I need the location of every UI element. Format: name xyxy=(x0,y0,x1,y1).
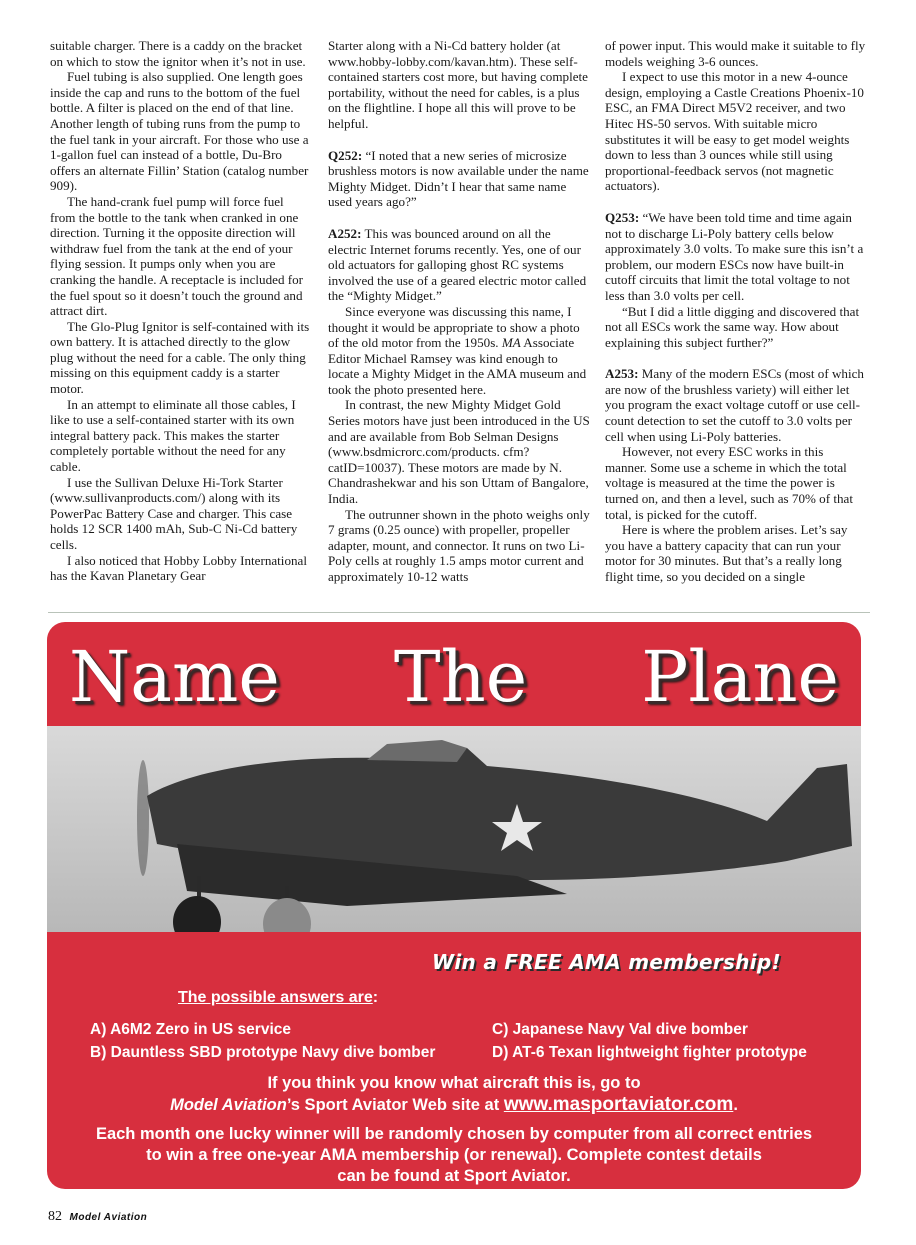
paragraph: The hand-crank fuel pump will force fuel from the bottle to the tank when cranked in one direction. Turning it the opposite direction will withdraw fuel from the tank at the end of your flying session. It pumps only when you are cranking the handle. A receptacle is included for the fuel spout so it doesn’t touch the ground and attract dirt. xyxy=(50,193,304,319)
answer-option-b: B) Dauntless SBD prototype Navy dive bomber xyxy=(90,1044,436,1061)
headline-word: Name xyxy=(69,636,280,718)
answer-option-d: D) AT-6 Texan lightweight fighter prototype xyxy=(492,1044,807,1061)
answers-title xyxy=(178,989,378,1007)
answer-252 xyxy=(328,226,590,304)
fine-print-line: Each month one lucky winner will be randomly chosen by computer from all correct entries xyxy=(95,1125,813,1143)
fine-print-line: to win a free one-year AMA membership (or renewal). Complete contest details xyxy=(146,1146,762,1164)
answer-option-c: C) Japanese Navy Val dive bomber xyxy=(492,1021,748,1038)
instructions-text: ’s Sport Aviator Web site at xyxy=(286,1096,504,1114)
paragraph: The Glo-Plug Ignitor is self-contained with its own battery. It is attached directly to the glow plug without the need for a cable. The only thing missing on this equipment caddy is a starter motor. xyxy=(50,318,310,397)
paragraph-text: Associate Editor Michael Ramsey was kind enough to locate a Mighty Midget in the AMA museum and took the photo presented here. xyxy=(328,335,587,397)
contest-instructions xyxy=(47,1072,861,1116)
answer-text: Many of the modern ESCs (most of which are now of the brushless variety) will either let you program the exact voltage cutoff or use cell-count detection to set the cutoff to 3.0 volts per cell when using Li-Poly batteries. xyxy=(605,366,864,444)
aircraft-photo xyxy=(47,726,861,932)
instructions-line: If you think you know what aircraft this is, go to xyxy=(267,1074,641,1092)
paragraph: In contrast, the new Mighty Midget Gold Series motors have just been introduced in the US and are available from Bob Selman Designs (www.bsdmicrorc.com/products. cfm?catID=10037). These motors are made by N. Chandrashekwar and his son Uttam of Bangalore, India. xyxy=(328,397,590,507)
page-footer xyxy=(48,1209,147,1225)
fine-print-line: can be found at Sport Aviator. xyxy=(337,1167,571,1185)
answer-label: A252: xyxy=(328,225,362,241)
headline-word: The xyxy=(393,636,528,718)
paragraph: Starter along with a Ni-Cd battery holder (at www.hobby-lobby.com/kavan.htm). These self-contained starters cost more, but having complete portability, without the need for cables, is a plus on the flightline. I hope all this will prove to be helpful. xyxy=(328,38,588,131)
question-253 xyxy=(605,210,867,304)
paragraph: of power input. This would make it suitable to fly models weighing 3-6 ounces. xyxy=(605,38,866,69)
headline-word: Plane xyxy=(641,636,839,718)
paragraph: I use the Sullivan Deluxe Hi-Tork Starter (www.sullivanproducts.com/) along with its PowerPac Battery Case and charger. This case holds 12 SCR 1400 mAh, Sub-C Ni-Cd battery cells. xyxy=(50,474,298,552)
paragraph: “But I did a little digging and discovered that not all ESCs work the same way. How about explaining this subject further?” xyxy=(605,303,860,350)
instructions-line xyxy=(47,1094,861,1116)
italic-abbreviation: MA xyxy=(501,335,521,351)
instructions-period: . xyxy=(733,1096,738,1114)
text-column-3 xyxy=(605,38,867,585)
paragraph: The outrunner shown in the photo weighs only 7 grams (0.25 ounce) with propeller, propeller adapter, mount, and connector. It runs on two Li-Poly cells at roughly 1.5 amps motor current and approximately 10-12 watts xyxy=(328,506,590,584)
contest-headline xyxy=(47,632,861,722)
prize-banner: Win a FREE AMA membership! xyxy=(432,950,781,974)
text-column-1 xyxy=(50,38,312,584)
page-number: 82 xyxy=(48,1209,62,1224)
aircraft-silhouette xyxy=(47,726,861,932)
propeller-blur xyxy=(137,760,149,876)
question-label: Q253: xyxy=(605,209,640,225)
sport-aviator-link[interactable]: www.masportaviator.com xyxy=(503,1094,734,1115)
paragraph xyxy=(328,304,590,398)
answers-title-text: The possible answers are xyxy=(178,989,373,1006)
answers-title-colon: : xyxy=(372,989,379,1006)
paragraph: In an attempt to eliminate all those cables, I like to use a self-contained starter with its own integral battery pack. This makes the starter completely portable without the need for any cable. xyxy=(50,396,296,475)
answer-option-a: A) A6M2 Zero in US service xyxy=(90,1021,291,1038)
section-divider xyxy=(48,612,870,613)
paragraph: However, not every ESC works in this manner. Some use a scheme in which the total voltage is measured at the time the power is turned on, and then a level, such as 70% of that total, is picked for the cutoff. xyxy=(605,444,853,522)
contest-fine-print xyxy=(47,1124,861,1187)
magazine-title: Model Aviation xyxy=(69,1212,148,1223)
question-label: Q252: xyxy=(328,147,363,163)
paragraph-text: Since everyone was discussing this name, I thought it would be appropriate to show a photo of the old motor from the 1950s. xyxy=(328,303,580,351)
paragraph: I also noticed that Hobby Lobby International has the Kavan Planetary Gear xyxy=(50,552,307,584)
question-text: “I noted that a new series of microsize brushless motors is now available under the name Mighty Midget. Didn’t I hear that same name used years ago?” xyxy=(328,147,589,210)
question-text: “We have been told time and time again not to discharge Li-Poly battery cells below approximately 3.0 volts. To make sure this isn’t a problem, our modern ESCs now have built-in cutoff circuits that limit the total voltage to not less than 3.0 volts per cell. xyxy=(605,209,864,303)
paragraph: suitable charger. There is a caddy on the bracket on which to stow the ignitor when it’s not in use. xyxy=(50,38,306,69)
paragraph: I expect to use this motor in a new 4-ounce design, employing a Castle Creations Phoenix-10 ESC, an FMA Direct M5V2 receiver, and two Hitec HS-50 servos. With suitable micro substitutes it will be easy to get model weights down to less than 3 ounces while still using proportional-feedback servos (not magnetic actuators). xyxy=(605,69,864,194)
answer-label: A253: xyxy=(605,366,639,382)
answer-253 xyxy=(605,366,867,444)
paragraph: Here is where the problem arises. Let’s say you have a battery capacity that can run your motor for 30 minutes. But that’s a really long flight time, so you decided on a single xyxy=(605,522,848,584)
question-252 xyxy=(328,148,590,210)
text-column-2 xyxy=(328,38,590,585)
name-the-plane-panel xyxy=(47,622,861,1189)
paragraph: Fuel tubing is also supplied. One length goes inside the cap and runs to the bottom of the fuel bottle. A filter is placed on the end of that line. Another length of tubing runs from the pump to the fuel tank in your aircraft. For those who use a 1-gallon fuel can instead of a bottle, Du-Bro offers an alternate Fillin’ Station (catalog number 909). xyxy=(50,69,309,194)
magazine-name: Model Aviation xyxy=(170,1096,287,1114)
answer-text: This was bounced around on all the electric Internet forums recently. Yes, one of our old actuators for galloping ghost RC systems involved the use of a geared electric motor called the “Mighty Midget.” xyxy=(328,225,587,304)
